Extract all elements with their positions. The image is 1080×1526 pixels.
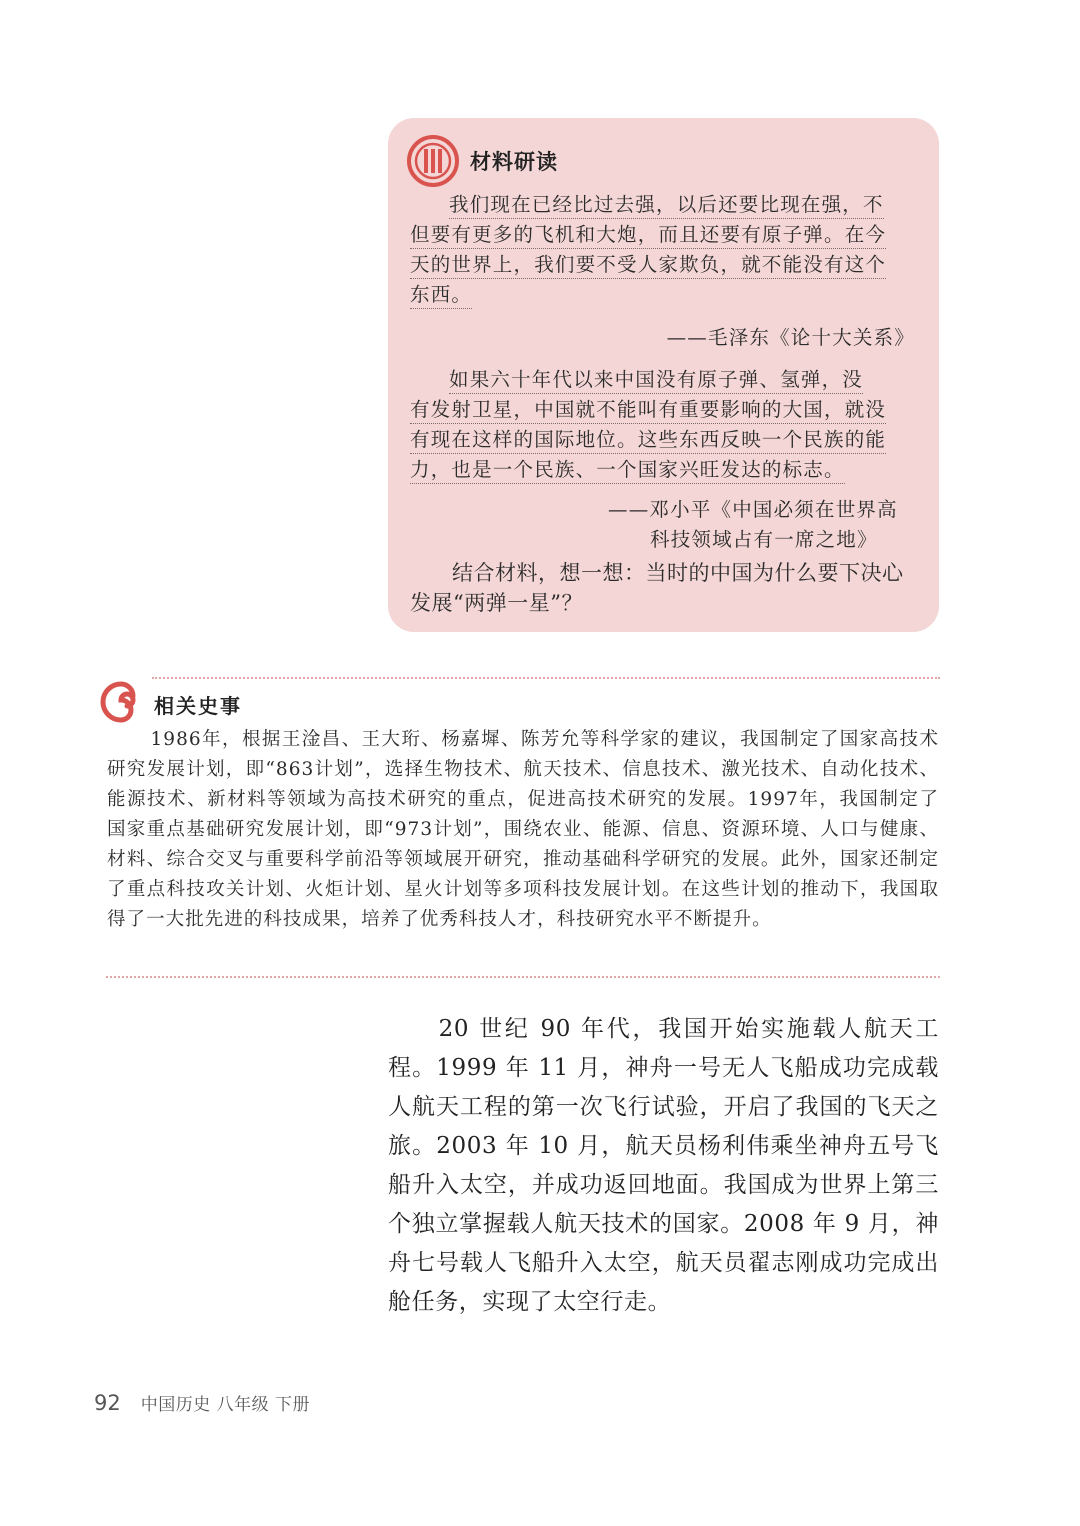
page-footer	[94, 1390, 310, 1415]
mao-quote	[410, 190, 915, 310]
source-line: ——邓小平《中国必须在世界高	[608, 498, 898, 521]
reflection-question: 结合材料，想一想：当时的中国为什么要下决心发展“两弹一星”？	[410, 561, 904, 615]
quote-line: 如果六十年代以来中国没有原子弹、氢弹，没	[449, 368, 863, 394]
quote-line: 但要有更多的飞机和大炮，而且还要有原子弹。在今	[410, 223, 886, 249]
quote-line: 我们现在已经比过去强，以后还要比现在强，不	[449, 193, 884, 219]
material-reading-icon	[406, 134, 460, 188]
main-paragraph: 20 世纪 90 年代，我国开始实施载人航天工程。1999 年 11 月，神舟一号无人飞船成功完成载人航天工程的第一次飞行试验，开启了我国的飞天之旅。2003 年 10 月，航天员杨利伟乘坐神舟五号飞船升入太空，并成功返回地面。我国成为世界上第三个独立掌握载人航天技术的国家。2008 年 9 月，神舟七号载人飞船升入太空，航天员翟志刚成功完成出舱任务，实现了太空行走。	[388, 1016, 939, 1315]
related-history-icon	[94, 676, 148, 730]
source-line: 科技领域占有一席之地》	[650, 528, 878, 551]
related-history-text: 1986年，根据王淦昌、王大珩、杨嘉墀、陈芳允等科学家的建议，我国制定了国家高技术研究发展计划，即“863计划”，选择生物技术、航天技术、信息技术、激光技术、自动化技术、能源技术、新材料等领域为高技术研究的重点，促进高技术研究的发展。1997年，我国制定了国家重点基础研究发展计划，即“973计划”，围绕农业、能源、信息、资源环境、人口与健康、材料、综合交叉与重要科学前沿等领域展开研究，推动基础科学研究的发展。此外，国家还制定了重点科技攻关计划、火炬计划、星火计划等多项科技发展计划。在这些计划的推动下，我国取得了一大批先进的科技成果，培养了优秀科技人才，科技研究水平不断提升。	[107, 729, 939, 930]
mao-quote-source: ——毛泽东《论十大关系》	[666, 326, 915, 349]
quote-line: 东西。	[410, 283, 472, 309]
quote-line: 有现在这样的国际地位。这些东西反映一个民族的能	[410, 428, 886, 454]
related-history-title: 相关史事	[154, 694, 242, 718]
material-title: 材料研读	[470, 150, 558, 174]
related-top-divider	[152, 677, 940, 679]
quote-line: 力，也是一个民族、一个国家兴旺发达的标志。	[410, 458, 845, 484]
material-header	[406, 134, 915, 188]
book-title: 中国历史 八年级 下册	[140, 1395, 311, 1415]
material-reading-box	[388, 118, 939, 632]
related-bottom-divider	[106, 976, 940, 978]
deng-quote	[410, 365, 915, 485]
page-number: 92	[94, 1391, 121, 1415]
deng-quote-source	[608, 495, 915, 555]
quote-line: 有发射卫星，中国就不能叫有重要影响的大国，就没	[410, 398, 886, 424]
quote-line: 天的世界上，我们要不受人家欺负，就不能没有这个	[410, 253, 886, 279]
